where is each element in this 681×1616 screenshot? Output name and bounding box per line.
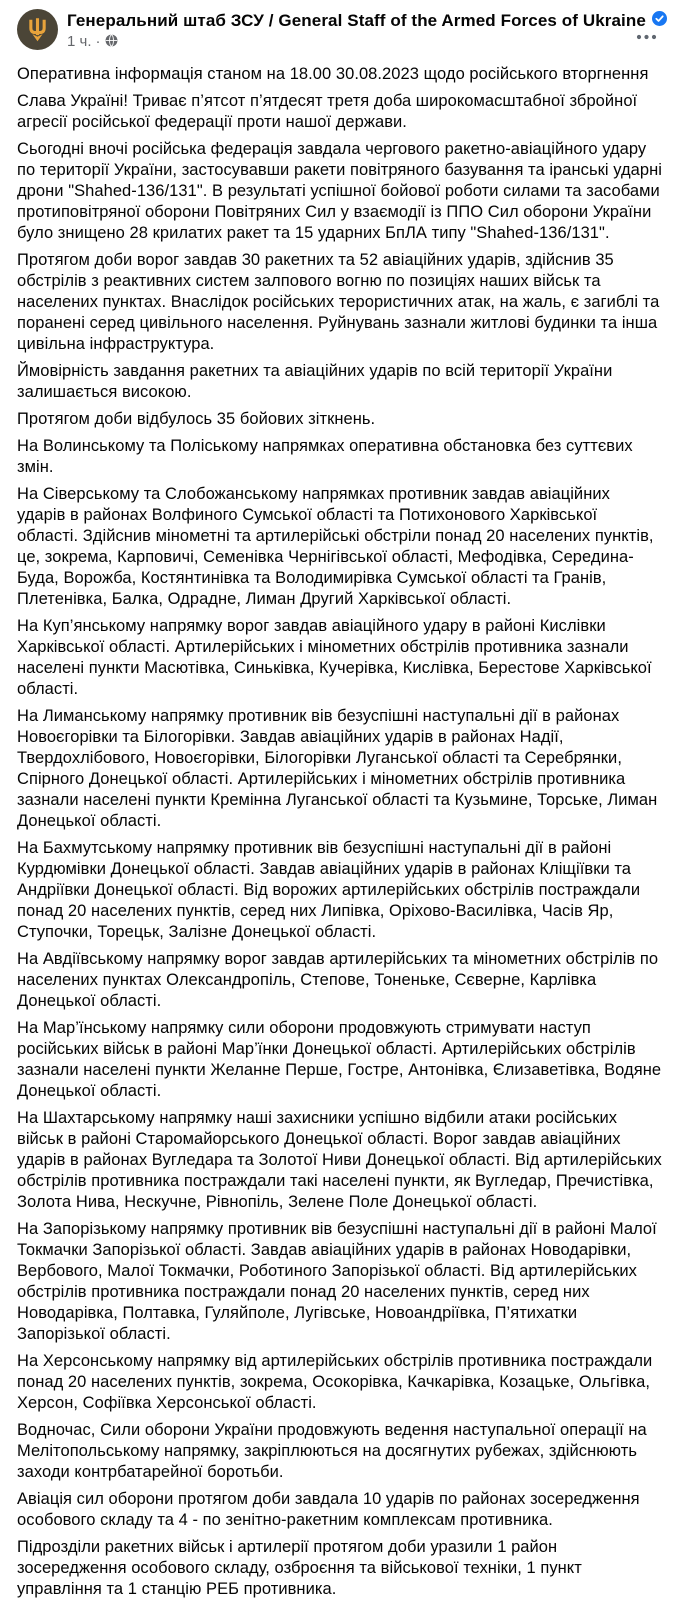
meta-separator: · [95, 33, 101, 50]
post-meta [67, 33, 665, 51]
header-text-block [67, 9, 665, 51]
post-paragraph: На Бахмутському напрямку противник вів безуспішні наступальні дії в районі Курдюмівки Донецької області. Завдав авіаційних ударів в районах Кліщіївки та Андріївки Донецької області. Від ворожих артилерійських обстрілів постраждали понад 20 населених пунктів, серед них Липівка, Оріхово-Василівка, Часів Яр, Ступочки, Торецьк, Залізне Донецької області. [17, 839, 641, 941]
post-paragraph: Ймовірність завдання ракетних та авіаційних ударів по всій території України залишається високою. [17, 362, 613, 401]
post-paragraph: На Херсонському напрямку від артилерійських обстрілів противника постраждали понад 20 населених пунктів, зокрема, Осокорівка, Качкарівка, Козацьке, Ольгівка, Херсон, Софіївка Херсонської області. [17, 1352, 653, 1412]
globe-privacy-icon [105, 34, 118, 51]
ellipsis-icon [636, 28, 657, 43]
post-paragraph: Слава Україні! Триває п’ятсот п’ятдесят третя доба широкомасштабної збройної агресії російської федерації проти нашої держави. [17, 92, 638, 131]
page-name-link[interactable]: Генеральний штаб ЗСУ / General Staff of the Armed Forces of Ukraine [67, 11, 646, 30]
more-options-button[interactable] [629, 22, 663, 48]
page-avatar[interactable] [17, 9, 58, 50]
post-paragraph: Авіація сил оборони протягом доби завдала 10 ударів по районах зосередження особового складу та 4 - по зенітно-ракетним комплексам противника. [17, 1490, 640, 1529]
post-paragraph: Підрозділи ракетних військ і артилерії протягом доби уразили 1 район зосередження особового складу, озброєння та військової техніки, 1 пункт управління та 1 станцію РЕБ противника. [17, 1538, 582, 1598]
post-paragraph: На Сіверському та Слобожанському напрямках противник завдав авіаційних ударів в районах Волфиного Сумської області та Потихонового Харківської області. Здійснив мінометні та артилерійські обстріли понад 20 населених пунктів, це, зокрема, Карповичі, Семенівка Чернігівської області, Мефодівка, Середина-Буда, Ворожба, Костянтинівка та Володимирівка Сумської області та Гранів, Плетенівка, Балка, Одрадне, Лиман Другий Харківської області. [17, 485, 654, 608]
post-paragraph: Оперативна інформація станом на 18.00 30.08.2023 щодо російського вторгнення [17, 65, 649, 83]
post-header [0, 0, 681, 51]
post-paragraph: На Куп’янському напрямку ворог завдав авіаційного удару в районі Кислівки Харківської області. Артилерійських і мінометних обстрілів противника зазнали населені пункти Масютівка, Синьківка, Кучерівка, Кислівка, Берестове Харківської області. [17, 617, 652, 698]
post-paragraph: Протягом доби відбулось 35 бойових зіткнень. [17, 410, 376, 428]
post-paragraph: На Запорізькому напрямку противник вів безуспішні наступальні дії в районі Малої Токмачки Запорізької області. Завдав авіаційних ударів в районах Новодарівки, Вербового, Малої Токмачки, Роботиного Запорізької області. Від артилерійських обстрілів противника постраждали понад 20 населених пунктів, серед них Новодарівка, Полтавка, Гуляйполе, Лугівське, Новоандріївка, П’ятихатки Запорізької області. [17, 1220, 657, 1343]
post-paragraph: На Шахтарському напрямку наші захисники успішно відбили атаки російських військ в районі Старомайорського Донецької області. Ворог завдав авіаційних ударів в районах Вугледара та Золотої Ниви Донецької області. Від артилерійських обстрілів противника постраждали такі населені пункти, як Вугледар, Пречистівка, Золота Нива, Нескучне, Рівнопіль, Зелене Поле Донецької області. [17, 1109, 662, 1211]
post-paragraph: Водночас, Сили оборони України продовжують ведення наступальної операції на Мелітопольському напрямку, закріплюються на досягнутих рубежах, здійснюють заходи контрбатарейної боротьби. [17, 1421, 647, 1481]
post-paragraph: На Мар’їнському напрямку сили оборони продовжують стримувати наступ російських військ в районі Мар’їнки Донецької області. Артилерійських обстрілів зазнали населені пункти Желанне Перше, Гостре, Антонівка, Єлизаветівка, Водяне Донецької області. [17, 1019, 662, 1100]
post-text [0, 51, 681, 1616]
post-paragraph: На Авдіївському напрямку ворог завдав артилерійських та мінометних обстрілів по населених пунктах Олександропіль, Степове, Тоненьке, Сєверне, Карлівка Донецької області. [17, 950, 659, 1010]
post-paragraph: Сьогодні вночі російська федерація завдала чергового ракетно-авіаційного удару по території України, застосувавши ракети повітряного базування та іранські ударні дрони "Shahed-136/131". В результаті успішної бойової роботи силами та засобами протиповітряної оборони Повітряних Сил у взаємодії із ППО Сил оборони України було знищено 28 крилатих ракет та 15 ударних БпЛА типу "Shahed-136/131". [17, 140, 662, 242]
post-paragraph: Протягом доби ворог завдав 30 ракетних та 52 авіаційних ударів, здійснив 35 обстрілів з реактивних систем залпового вогню по позиціях наших військ та населених пунктах. Внаслідок російських терористичних атак, на жаль, є загиблі та поранені серед цивільного населення. Руйнувань зазнали житлові будинки та інша цивільна інфраструктура. [17, 251, 660, 353]
post-paragraph: На Волинському та Поліському напрямках оперативна обстановка без суттєвих змін. [17, 437, 633, 476]
trident-icon [17, 37, 58, 54]
post-paragraph: На Лиманському напрямку противник вів безуспішні наступальні дії в районах Новоєгорівки та Білогорівки. Завдав авіаційних ударів в районах Надії, Твердохлібового, Новоєгорівки, Білогорівки Луганської області та Серебрянки, Спірного Донецької області. Артилерійських і мінометних обстрілів противника зазнали населені пункти Кремінна Луганської області та Кузьмине, Торське, Лиман Донецької області. [17, 707, 658, 830]
post-timestamp-link[interactable]: 1 ч. [67, 33, 92, 50]
